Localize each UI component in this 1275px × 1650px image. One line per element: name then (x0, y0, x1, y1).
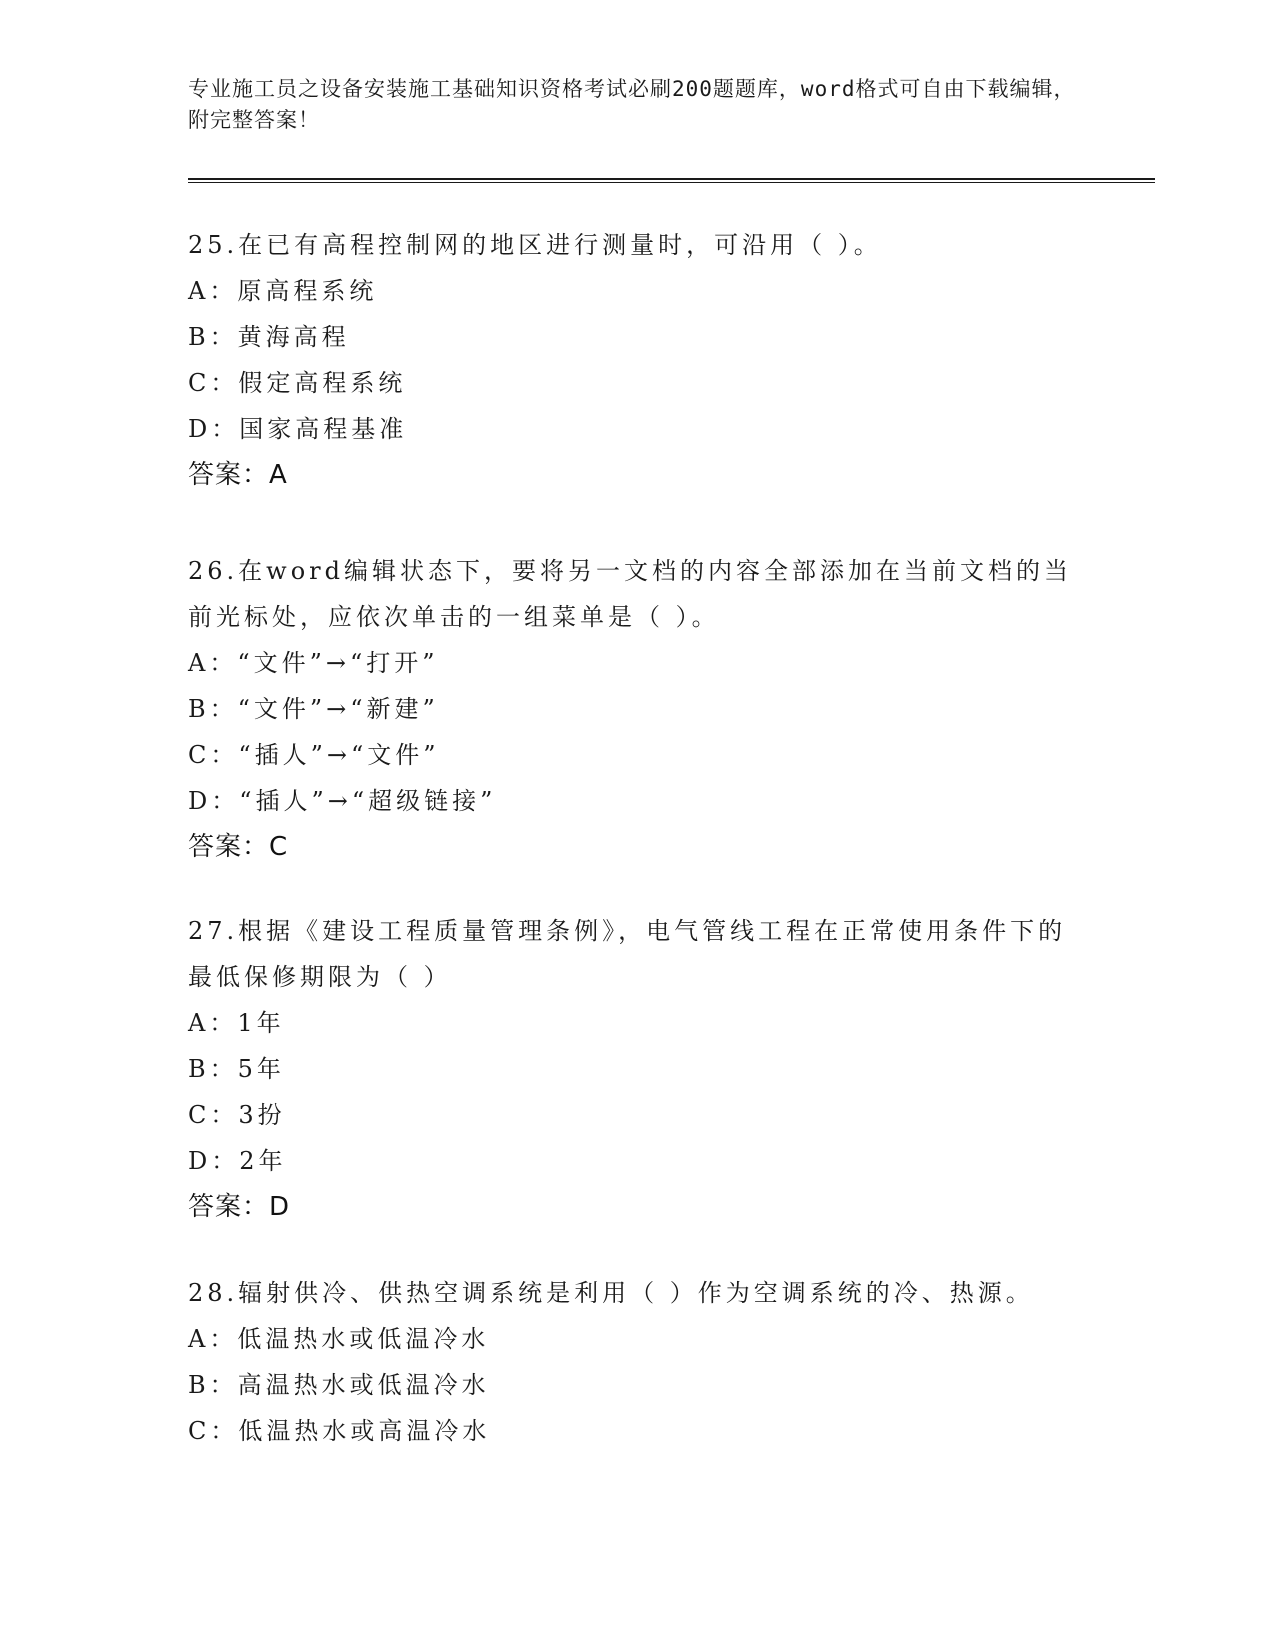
option-a: A：1年 (188, 1009, 285, 1037)
option-a: A：原高程系统 (188, 277, 378, 305)
option-b: B：5年 (188, 1055, 285, 1083)
option-c: C：假定高程系统 (188, 369, 407, 397)
answer-label: 答案：A (188, 460, 288, 490)
option-d: D：“插人”→“超级链接” (188, 787, 497, 815)
question-27 (188, 908, 1088, 1230)
question-stem: 26.在word编辑状态下，要将另一文档的内容全部添加在当前文档的当前光标处，应依次单击的一组菜单是（ ）。 (188, 557, 1072, 631)
question-stem: 28.辐射供冷、供热空调系统是利用（ ）作为空调系统的冷、热源。 (188, 1279, 1034, 1307)
option-d: D：2年 (188, 1147, 287, 1175)
question-25 (188, 222, 1088, 498)
question-stem: 27.根据《建设工程质量管理条例》，电气管线工程在正常使用条件下的最低保修期限为（ ） (188, 917, 1067, 991)
option-c: C：低温热水或高温冷水 (188, 1417, 491, 1445)
answer-label: 答案：C (188, 832, 289, 862)
document-header: 专业施工员之设备安装施工基础知识资格考试必刷200题题库，word格式可自由下载编辑，附完整答案！ (188, 77, 1076, 132)
option-b: B：高温热水或低温冷水 (188, 1371, 490, 1399)
option-c: C：“插人”→“文件” (188, 741, 440, 769)
option-b: B：黄海高程 (188, 323, 350, 351)
question-28 (188, 1270, 1088, 1454)
option-d: D：国家高程基准 (188, 415, 408, 443)
option-a: A：“文件”→“打开” (188, 649, 439, 677)
question-stem: 25.在已有高程控制网的地区进行测量时，可沿用（ ）。 (188, 231, 882, 259)
answer-label: 答案：D (188, 1192, 291, 1222)
header-divider (188, 178, 1155, 183)
option-c: C：3扮 (188, 1101, 286, 1129)
option-b: B：“文件”→“新建” (188, 695, 439, 723)
option-a: A：低温热水或低温冷水 (188, 1325, 490, 1353)
question-26 (188, 548, 1088, 870)
